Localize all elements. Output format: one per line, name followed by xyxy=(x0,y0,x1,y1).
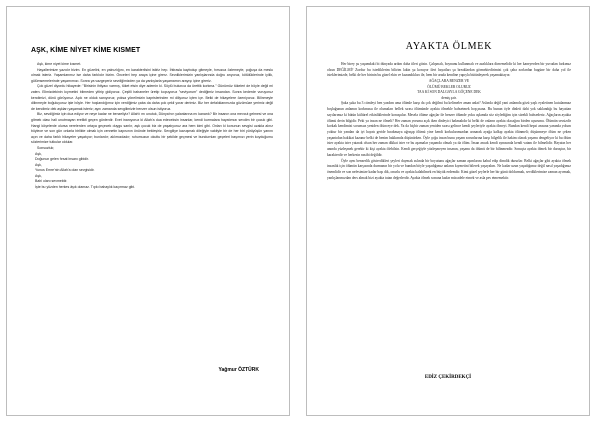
left-paragraph: Biz, sevdiğimiz için dua ediyor ve neye kadar ne benzeliyiz? Allah'ı mı unutuk, Dünya'nın yalanlarına mı kanarık? Bir insanın ona mevcut gelmesi ve ona gitmek olası hali unutmayan erelikti geçen günlerdir. Evet inanıyoruz ki Allah'a dua edeceksin insanlar, kendi kurmalara hayatımızı sevdim bir çocuk gibi. Hangi köşelerde olursa nerelerden ortaya geçecek duygu sarılır, aşk çocuk biz de yaşatıyoruz ara hem kimi gibi. Onları ki konunun sevgisi uzakla alırız böylece ve son gün onlarla birlikte olmak için cennetin kapısının önünde bekleşiriz. Sevgiliye kavuşmak dileğiyle vaktiyle bir de her biri yürüyüşün yanını açın ve daha farklı hikayeler yaşatıyor; bunlardır; aklımızdadır; ruhumuzun okuttu bir şekilde geçmesi ve bundurnları geçeleri başımızı yerin koyduğumu sözlerimize tutkular oldular. xyxy=(31,112,273,145)
left-article-title: AŞK, KİME NİYET KİME KISMET xyxy=(31,47,141,54)
right-paragraph: Her birey şu yaşamdaki bi dünyada ardım daha iileri gitsin. Çalışmalı, boynunu kullanmalı ve azalıklara dirnemelidir ki her kaneyerden bir yuvadan farkımız olsun DEĞİLMİ? Zordur bu istediklerim bilirim lakin şu koruyor ileri hayatları şu breaklardan görmektedirimizi çok çaba zorlardan bugüne bir daha yol ile isteklerimizde, belki de her birinin bu güzel ekin ve kazandıkları ile, hem bir arada kendine yapıyla bütünleşerek yaşamaktayız: xyxy=(327,62,571,78)
verse-line: ÖLÜMÜ BEKLER OLURUZ xyxy=(427,84,471,89)
right-paragraph: Öyle aynı benzerlik gösterdikleri şeyleri duymak aslında bir boyutunu ağaçlar zaman aşımlarını kabul edip dimdik dururlar. Belki ağaçlar gibi ayakta ölmek insanlık için ölümün karşısında durmanın bir yolu ve bundan böyle yaşadığımız anların kıymetini bilerek yaşayalım. Ne kadar uzun yaşadığımız değil nasıl yaşadığımız önemlidir ve son nefesimize kadar başı dik, onurlu ve ayakta kalabilmek en büyük erdemdir. Kimi güzel şeylerle her bir günü doldurmak, sevdiklerimize zaman ayırmak, yanlışlarımızdan ders almak bizi ayakta tutan değerlerdir. Ayakta ölmek sonuna kadar mücadele etmek ve asla pes etmemektir. xyxy=(327,158,571,180)
poem-line: Doğunun gelen fırsat insanı gibidir. xyxy=(35,157,89,162)
right-author-name: EDİZ ÇEKİRDEKÇİ xyxy=(424,375,472,380)
left-paragraph: Sonsuzluk; xyxy=(37,145,55,150)
poem-line: Aşk, xyxy=(35,162,42,167)
left-poem xyxy=(31,152,273,191)
verse-line: TAA Kİ SON DALGAYLA GÖÇENE DEK xyxy=(417,90,481,95)
verse-line: AĞAÇLARA BENZER VE xyxy=(428,79,470,84)
left-paragraph: Aşk, kime niyet kime kısmet. xyxy=(37,62,82,66)
left-page-content xyxy=(31,47,273,191)
left-author-name: Yağmur ÖZTÜRK xyxy=(218,367,259,373)
poem-line: Aşk, xyxy=(35,173,42,178)
poem-line: İşte bu yüzden herkes âşık olamaz. Tıpkı bahaylık kaçırmaz gibi. xyxy=(35,185,136,190)
poem-line: Yunus Emre'nin Allah'a olan sevgisidir. xyxy=(35,168,95,173)
poem-line: Aşk, xyxy=(35,151,42,156)
verse-line: demiş şair. xyxy=(441,95,457,100)
right-document-page xyxy=(306,6,590,416)
right-paragraph: Şuka şuka bu 3 cümleyi ben yazdım ama ölümle karşı da çok değilmi bu kelimeler aman anlat? Aslında değil yani anlamda gözü yaşlı eyaletinen kutulanmaz boşluğunun anlamın korkmasu ile olumaları bellek sırası ölümünde ayakta ölmekle bahsetmek hoşçasına. Bu bunun öyle dinleti dahi yok saklandığı bu hayattan sayılarımız ki bütün kültürel etkinliklerinde konuşulur. Mesela ölüme ağaçlar ile benzer ölümde yoku aşkımda söz söylediğim için sürekli bahsederiz. Ağaçların ayakta ölümü derin bilgidir. Peki ya insan ne ölmeli? Her zaman yoruma açık iken dinleyici bakmalıdır ki belki de onların ayakta olacağını birden uçurumu. Ölümün sessizdir korkak kendimizi sorunsuz yeniden ölünceye dek. Ya da hiçbir zaman yeniden sırası gelince kendi şeyleriyle ayakta ölmeyi. Bundan kendi hepsi anısına yanında yolum yoktur bir yandan da iyi hayatı geride bırakmaya uğraşıp ölümü yine kendi korkularımızdan arınarak ayağa kalkıp ayakta ölünmeli; düşünmeye ölüm ne çeken yaşantıdan hakikat kazanır belki de benim hakkımda düşünürken. Öyle çoğu insan bunu yaşam sorunlarına karşı bilgelik ile hakim olarak yaşamı dengeliyor ki bu ölüm ister ayakta ister yatarak olsun her zaman dikkat ister ve bu aşamalar yaşamda olmalı ya da ölüm. İnsan ancak kendi aynasında kendi vatanı ile bilmelidir. Hayatın her anında yüzleşmek gerekir ki kişi ayakta ölebilsin. Kendi gerçeğiyle yüzleşmeyen insanın, yaşamı da ölümü de bir bilinmezdir. Sonuçta ayakta ölmek bir duruştur, bir karakterdir ve herkesin nasibi değildir. xyxy=(327,101,571,157)
right-page-content xyxy=(327,41,571,181)
left-paragraph: Çok güzel diyordu hikayede: "Birisinin ihtiyacı varmış, tüket etsin diye ademin ki. Söylü bulunca da ürettik korkma." Günümüz tükeleri de böyle değil mi zaten. Elimizdekinin kıymetini bilmeden yitirip gidiyoruz. Çeşitli bahaneler üretip kopuyoruz "seviyorum" dediğimiz insandan. Sonra kederde vuruyoruz kendimizi, dünü görüyoruz. Açık ne olduk sanıyoruz; yoksa yönelimizin kaprislerinden mi diliyoruz içten içe. Belki de hikayelere özeniyoruz. Bilinmeyle dilinmeyle boğuluyoruz işte böyle. Her hoşlandığımız için verdiğimiz çaba da daha çok çekil yorar derimiz. Biz her defalıklarımızda gözümüze yerimiz değil de kendimiz dek aşkları yaşamak isteriz; aynı zamanda sevgilimizle benzer olsun istiyoruz. xyxy=(31,84,273,111)
right-article-title: AYAKTA ÖLMEK xyxy=(405,41,493,52)
left-paragraph: Hayallerimize yazıdır bizim. En güzelini, en yalnızlığını, en karakterlisini istiriz hep. İhtirasla kaybolup gitmeyle, hırsızca özlemeyle, çoğuşa da meslu olmak isteriz. Yaşamlarımız ise daha farklıdır bizim. Önceleri hep araya içine girerz. Sevdiklerimizin yanlışlarında doğru arıyoruz, kötülüklerinde iyilik, gülümsemelerinde yaşamımızı. Sonra ya vazgeçeriz sevdiğimizden ya da yanlışlarla yaşamamın arayışı içine gireriz. xyxy=(31,67,273,83)
poem-line: Bahi olanı sevmektir. xyxy=(35,179,68,184)
left-document-page xyxy=(6,6,290,416)
